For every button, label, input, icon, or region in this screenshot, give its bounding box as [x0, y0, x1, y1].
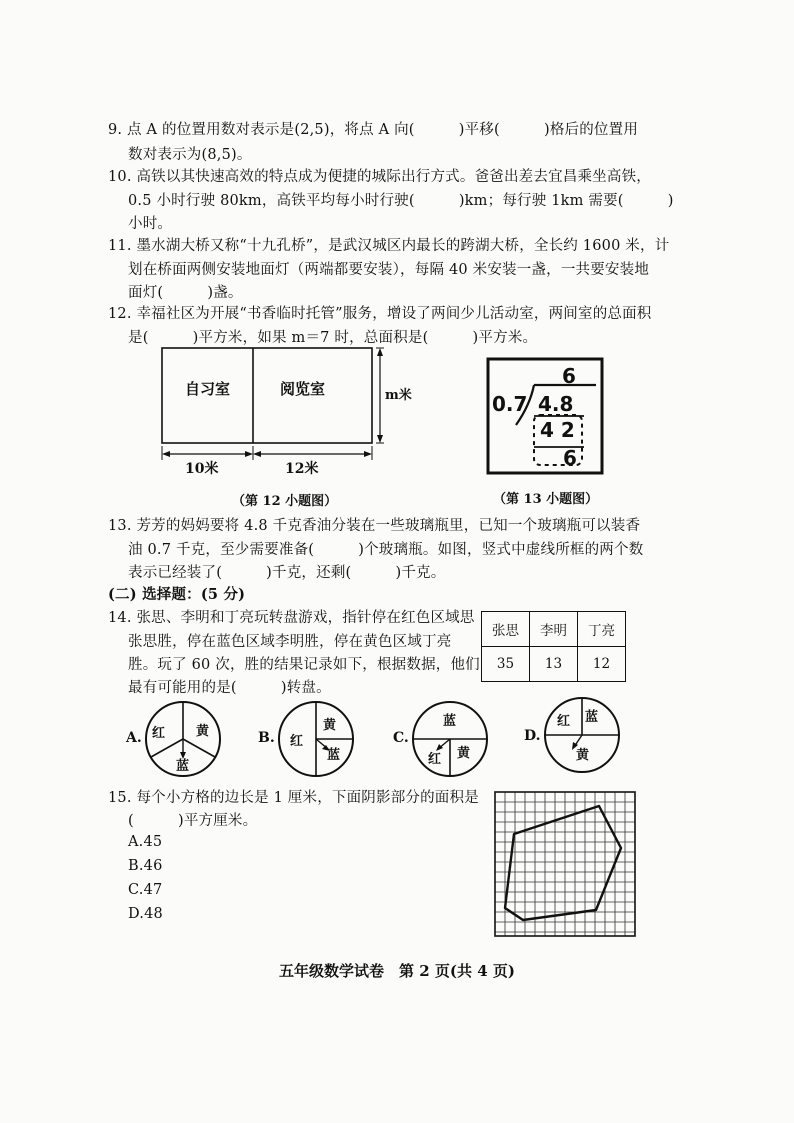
table-header: 李明: [530, 612, 578, 647]
spinner-b-red: 红: [290, 734, 304, 749]
option-b-label: B.: [258, 730, 275, 746]
spinner-c-blue: 蓝: [443, 714, 457, 729]
spinner-b-yellow: 黄: [323, 718, 337, 733]
q14-line-3: 胜。玩了 60 次，胜的结果记录如下，根据数据，他们: [128, 657, 480, 673]
width-label-1: 10米: [185, 461, 219, 477]
height-label: m米: [385, 388, 412, 403]
spinner-a-blue: 蓝: [176, 759, 190, 774]
q9-line-1: 9. 点 A 的位置用数对表示是(2,5)，将点 A 向( )平移( )格后的位置用: [108, 122, 639, 138]
spinner-a-red: 红: [152, 726, 166, 741]
spinner-d-yellow: 黄: [576, 748, 590, 763]
q10-line-1: 10. 高铁以其快速高效的特点成为便捷的城际出行方式。爸爸出差去宜昌乘坐高铁，: [108, 169, 651, 185]
q15-option-c: C.47: [128, 882, 163, 898]
q14-line-2: 张思胜，停在蓝色区域李明胜，停在黄色区域丁亮: [128, 634, 452, 650]
q10-line-3: 小时。: [128, 216, 173, 232]
q13-remainder: 6: [563, 446, 577, 470]
option-d-label: D.: [524, 728, 541, 744]
table-cell: 35: [482, 647, 530, 682]
table-cell: 13: [530, 647, 578, 682]
q14-score-table: [481, 611, 626, 682]
q12-caption: （第 12 小题图）: [232, 494, 338, 509]
section-choice-heading: (二) 选择题：(5 分): [108, 586, 246, 603]
q15-option-a: A.45: [128, 834, 163, 850]
spinner-b: [276, 699, 356, 779]
q15-option-b: B.46: [128, 858, 163, 874]
spinner-c-yellow: 黄: [457, 746, 471, 761]
spinner-a-yellow: 黄: [196, 724, 210, 739]
table-header: 丁亮: [578, 612, 626, 647]
q13-dividend: 4.8: [538, 392, 574, 416]
q14-line-4: 最有可能用的是( )转盘。: [128, 680, 331, 696]
spinner-b-blue: 蓝: [327, 748, 341, 763]
table-cell: 12: [578, 647, 626, 682]
q12-line-2: 是( )平方米，如果 m＝7 时，总面积是( )平方米。: [128, 330, 538, 346]
q15-line-2: ( )平方厘米。: [128, 813, 258, 829]
q13-divisor: 0.7: [492, 392, 528, 416]
width-label-2: 12米: [285, 461, 319, 477]
page-footer: 五年级数学试卷 第 2 页(共 4 页): [279, 962, 515, 980]
q15-grid-figure: [493, 790, 639, 940]
q12-line-1: 12. 幸福社区为开展“书香临时托管”服务，增设了两间少儿活动室，两间室的总面积: [108, 306, 652, 322]
option-c-label: C.: [393, 730, 409, 746]
q13-caption: （第 13 小题图）: [493, 492, 599, 507]
q11-line-1: 11. 墨水湖大桥又称“十九孔桥”，是武汉城区内最长的跨湖大桥，全长约 1600 米，计: [108, 238, 670, 254]
room-reading-label: 阅览室: [280, 380, 326, 398]
q11-line-2: 划在桥面两侧安装地面灯（两端都要安装），每隔 40 米安装一盏，一共要安装地: [128, 262, 650, 278]
q15-line-1: 15. 每个小方格的边长是 1 厘米，下面阴影部分的面积是: [108, 790, 479, 806]
q11-line-3: 面灯( )盏。: [128, 285, 243, 301]
spinner-c-red: 红: [428, 752, 442, 767]
spinner-d-red: 红: [557, 714, 571, 729]
room-self-study-label: 自习室: [185, 380, 231, 398]
q13-division-figure: [486, 357, 606, 477]
q10-line-2: 0.5 小时行驶 80km，高铁平均每小时行驶( )km；每行驶 1km 需要( ): [128, 193, 674, 209]
table-header: 张思: [482, 612, 530, 647]
q13-line-1: 13. 芳芳的妈妈要将 4.8 千克香油分装在一些玻璃瓶里，已知一个玻璃瓶可以装香: [108, 518, 641, 534]
q14-line-1: 14. 张思、李明和丁亮玩转盘游戏，指针停在红色区域思: [108, 610, 475, 626]
q13-product: 4 2: [540, 418, 575, 442]
spinner-d: [542, 695, 622, 775]
q15-option-d: D.48: [128, 906, 163, 922]
q13-line-3: 表示已经装了( )千克，还剩( )千克。: [128, 565, 446, 581]
q13-quotient: 6: [562, 364, 576, 388]
q9-line-2: 数对表示为(8,5)。: [128, 147, 252, 163]
spinner-d-blue: 蓝: [585, 710, 599, 725]
q13-line-2: 油 0.7 千克，至少需要准备( )个玻璃瓶。如图，竖式中虚线所框的两个数: [128, 542, 644, 558]
option-a-label: A.: [126, 730, 142, 746]
